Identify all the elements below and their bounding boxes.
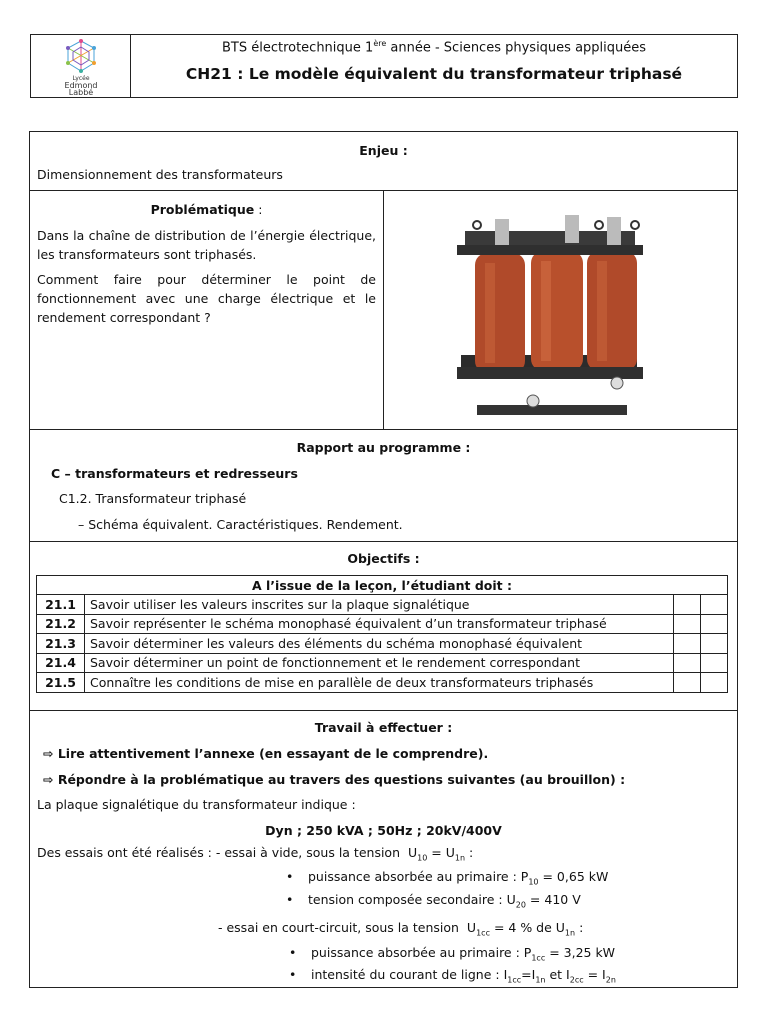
checkbox-cell bbox=[701, 614, 728, 634]
lesson-frame bbox=[29, 131, 738, 988]
problematique-para1: Dans la chaîne de distribution de l’énergie électrique, les transformateurs sont triphasés. bbox=[37, 228, 376, 262]
essai-vide-line: Des essais ont été réalisés : - essai à vide, sous la tension $U_{10} = U_{1n}$ : bbox=[37, 845, 474, 863]
table-row: 21.4 Savoir déterminer un point de fonctionnement et le rendement correspondant bbox=[37, 653, 728, 673]
objectifs-heading: Objectifs : bbox=[347, 551, 420, 566]
bullet-i1cc: • intensité du courant de ligne : $I_{1cc}=I_{1n}$ et $I_{2cc} = I_{2n}$ bbox=[311, 967, 616, 985]
checkbox-cell bbox=[701, 634, 728, 654]
problematique-heading: Problématique : bbox=[150, 202, 263, 217]
bullet-u20: • tension composée secondaire : $U_{20} = 410$ V bbox=[308, 892, 581, 910]
checkbox-cell bbox=[674, 653, 701, 673]
logo bbox=[31, 35, 131, 97]
divider bbox=[30, 541, 737, 542]
course-subtitle: BTS électrotechnique 1ère année - Sciences physiques appliquées bbox=[221, 39, 647, 56]
rapport-item: C1.2. Transformateur triphasé bbox=[59, 491, 247, 506]
divider bbox=[30, 429, 737, 430]
checkbox-cell bbox=[674, 614, 701, 634]
logo-text-labbe: Labbé bbox=[68, 88, 94, 97]
plaque-values: Dyn ; 250 kVA ; 50Hz ; 20kV/400V bbox=[265, 823, 502, 838]
rapport-subitem: – Schéma équivalent. Caractéristiques. Rendement. bbox=[78, 517, 403, 532]
instruction-read-annex: ⇨ Lire attentivement l’annexe (en essayant de le comprendre). bbox=[43, 746, 489, 761]
enjeu-heading: Enjeu : bbox=[359, 143, 408, 158]
rapport-heading: Rapport au programme : bbox=[296, 440, 471, 455]
divider bbox=[30, 710, 737, 711]
checkbox-cell bbox=[701, 653, 728, 673]
logo-text-lycee: Lycée bbox=[72, 75, 90, 82]
enjeu-text: Dimensionnement des transformateurs bbox=[37, 167, 283, 182]
bullet-p1cc: • puissance absorbée au primaire : $P_{1cc} = 3,25$ kW bbox=[311, 945, 615, 963]
checkbox-cell bbox=[701, 595, 728, 615]
checkbox-cell bbox=[674, 673, 701, 693]
plaque-intro: La plaque signalétique du transformateur indique : bbox=[37, 797, 356, 812]
column-divider bbox=[383, 190, 384, 429]
essai-cc-line: - essai en court-circuit, sous la tension $U_{1cc} = 4$ % de $U_{1n}$ : bbox=[218, 920, 584, 938]
table-row: 21.1 Savoir utiliser les valeurs inscrites sur la plaque signalétique bbox=[37, 595, 728, 615]
transformer-photo bbox=[457, 205, 643, 419]
objectives-table bbox=[36, 575, 728, 693]
objectives-table-header: A l’issue de la leçon, l’étudiant doit : bbox=[37, 576, 728, 595]
lycee-logo-icon bbox=[61, 39, 101, 75]
table-row: 21.5 Connaître les conditions de mise en parallèle de deux transformateurs triphasés bbox=[37, 673, 728, 693]
logo-text-edmond: Edmond bbox=[64, 81, 98, 90]
instruction-answer: ⇨ Répondre à la problématique au travers des questions suivantes (au brouillon) : bbox=[43, 772, 626, 787]
checkbox-cell bbox=[674, 634, 701, 654]
checkbox-cell bbox=[674, 595, 701, 615]
checkbox-cell bbox=[701, 673, 728, 693]
page-title: CH21 : Le modèle équivalent du transformateur triphasé bbox=[185, 65, 683, 83]
bullet-p10: • puissance absorbée au primaire : $P_{10} = 0,65$ kW bbox=[308, 869, 608, 887]
table-row: 21.3 Savoir déterminer les valeurs des éléments du schéma monophasé équivalent bbox=[37, 634, 728, 654]
page-header bbox=[30, 34, 738, 98]
travail-heading: Travail à effectuer : bbox=[314, 720, 453, 735]
problematique-para2: Comment faire pour déterminer le point de fonctionnement avec une charge électrique et le rendement correspondant ? bbox=[37, 272, 376, 325]
rapport-section: C – transformateurs et redresseurs bbox=[51, 466, 298, 481]
table-row: 21.2 Savoir représenter le schéma monophasé équivalent d’un transformateur triphasé bbox=[37, 614, 728, 634]
